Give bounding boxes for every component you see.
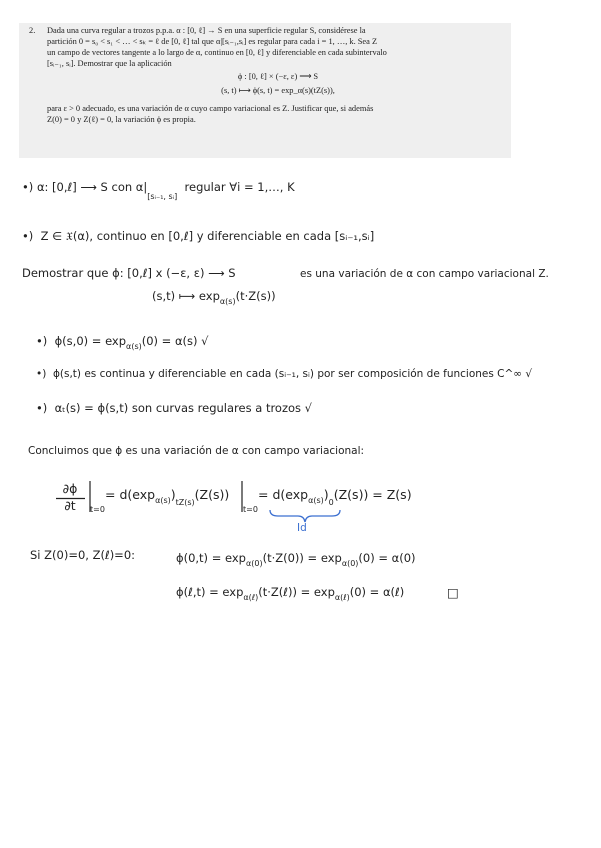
demostrar-line-b: es una variación de α con campo variacional Z. bbox=[300, 268, 549, 280]
problem-line-2: partición 0 = s₀ < s₁ < … < sₖ = ℓ de [0, ℓ] tal que α|[sᵢ₋₁,sᵢ] es regular para cada i = 1, …, k. Sea Z bbox=[47, 36, 378, 46]
endpoint-ell: ϕ(ℓ,t) = $\exp_{\alpha(\ell)}(t\cdot Z(\ell)) = \exp_{\alpha(\ell)}(0)$ = α(ℓ) bbox=[176, 585, 405, 602]
bullet-dot: •) bbox=[22, 180, 37, 194]
derivative-numerator: ∂ϕ bbox=[62, 481, 78, 496]
map-line: (s,t) ⟼ $\exp_{\alpha(s)}(t\cdot Z(s))$ bbox=[152, 289, 276, 306]
check-3: •) αₜ(s) = ϕ(s,t) son curvas regulares a trozos √ bbox=[36, 401, 313, 415]
demostrar-line: Demostrar que ϕ: [0,ℓ] x (−ε, ε) ⟶ S bbox=[22, 266, 236, 280]
derivative-eval-2: t=0 bbox=[243, 505, 258, 514]
conclusion-line: Concluimos que ϕ es una variación de α con campo variacional: bbox=[28, 445, 365, 457]
problem-line-1: Dada una curva regular a trozos p.p.a. α : [0, ℓ] → S en una superficie regular S, considérese la bbox=[47, 26, 366, 35]
problem-line-6: Z(0) = 0 y Z(ℓ) = 0, la variación ϕ es propia. bbox=[47, 115, 196, 125]
derivative-denominator: ∂t bbox=[64, 498, 76, 513]
problem-statement-box bbox=[19, 23, 511, 158]
check-2: •) ϕ(s,t) es continua y diferenciable en cada (sᵢ₋₁, sᵢ) por ser composición de funciones C^∞ √ bbox=[36, 368, 533, 380]
bullet-dot: •) bbox=[22, 229, 41, 243]
bullet-dot: •) bbox=[36, 334, 55, 348]
problem-line-3: un campo de vectores tangente a lo largo de α, continuo en [0, ℓ] y diferenciable en cada subintervalo bbox=[47, 47, 387, 57]
endpoint-zero: $\phi(0,t) = \exp_{\alpha(0)}(t\cdot Z(0)) = \exp_{\alpha(0)}(0) = \alpha(0)$ bbox=[176, 551, 416, 568]
problem-line-5: para ε > 0 adecuado, es una variación de α cuyo campo variacional es Z. Justificar que, si además bbox=[47, 104, 374, 114]
bullet-dot: •) bbox=[36, 401, 55, 415]
qed-square: □ bbox=[447, 585, 459, 600]
derivative-final: = $d(\exp_{\alpha(s)})_0(Z(s)) = Z(s)$ bbox=[258, 487, 412, 507]
derivative-eval: t=0 bbox=[90, 505, 105, 514]
bullet-2: •) Z ∈ 𝔛(α), continuo en [0,ℓ] y diferenciable en cada [sᵢ₋₁,sᵢ] bbox=[22, 229, 375, 243]
bullet-1: •) α: [0,ℓ] ⟶ S con $\alpha|_{[sᵢ_{-1}, sᵢ]}$ regular ∀i = 1,…, K bbox=[22, 180, 295, 201]
problem-text bbox=[29, 26, 509, 126]
problem-display-1: ϕ : [0, ℓ] × (−ε, ε) ⟶ S bbox=[237, 71, 319, 81]
identity-label: Id bbox=[297, 522, 307, 534]
endpoint-condition: Si Z(0)=0, Z(ℓ)=0: bbox=[30, 548, 136, 562]
bullet-dot: •) bbox=[36, 368, 53, 380]
problem-number: 2. bbox=[29, 26, 36, 35]
derivative-rhs: = $d(\exp_{\alpha(s)})_{tZ(s)}(Z(s))$ bbox=[105, 487, 230, 507]
check-1: •) $\phi(s,0) = \exp_{\alpha(s)}(0) = \alpha(s)$ √ bbox=[36, 334, 209, 351]
problem-line-4: [sᵢ₋₁, sᵢ]. Demostrar que la aplicación bbox=[47, 58, 172, 68]
problem-display-2: (s, t) ⟼ ϕ(s, t) = exp_α(s)(tZ(s)), bbox=[221, 85, 335, 95]
